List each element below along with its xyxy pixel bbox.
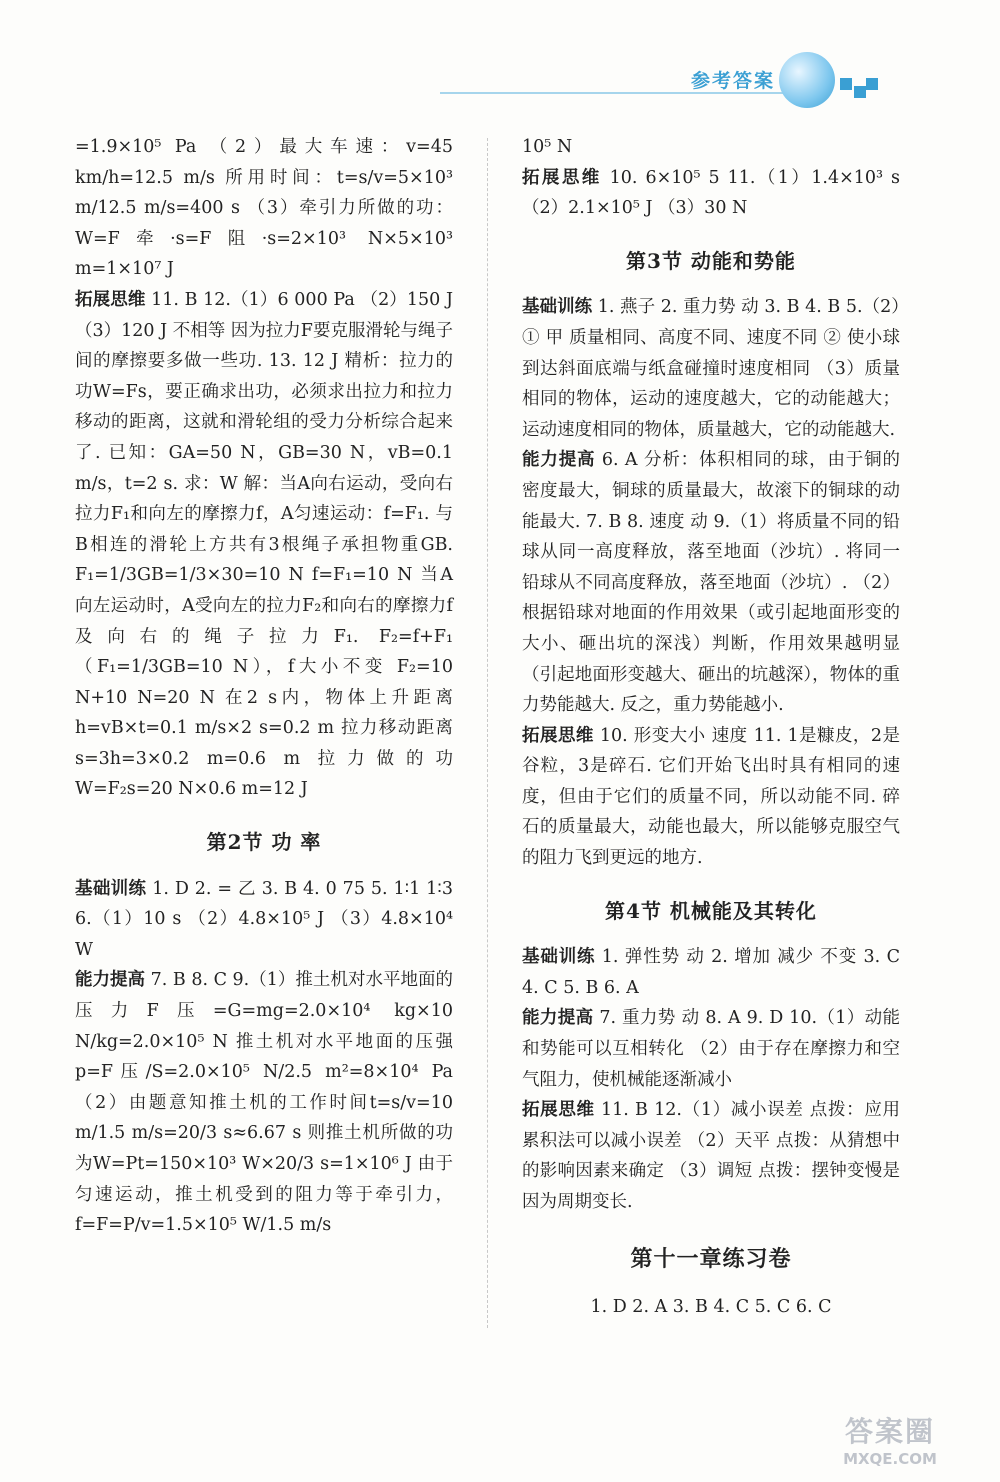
block-text: 1. 燕子 2. 重力势 动 3. B 4. B 5.（2）① 甲 质量相同、高度不同、速度不同 ② 使小球到达斜面底端与纸盒碰撞时速度相同 （3）质量相同的物体，运动的速度越大，它的动能越大；运动速度相同的物体，质量越大，它的动能越大. [522, 297, 901, 440]
block-text: 11. B 12.（1）减小误差 点拨：应用累积法可以减小误差 （2）天平 点拨：从猜想中的影响因素来确定 （3）调短 点拨：摆钟变慢是因为周期变长. [522, 1100, 900, 1212]
block-label: 拓展思维 [522, 1100, 595, 1121]
chapter-answers: 1. D 2. A 3. B 4. C 5. C 6. C [590, 1297, 832, 1318]
block-label: 基础训练 [75, 878, 147, 899]
page-header [440, 60, 940, 110]
block-text: 11. B 12.（1）6 000 Pa （2）150 J （3）120 J 不相等 因为拉力F要克服滑轮与绳子间的摩擦要多做一些功. 13. 12 J 精析：拉力的功W=Fs，要正确求出功，必须求出拉力和拉力移动的距离，这就和滑轮组的受力分析综合起来了. 已知：GA=50 N，GB=30 N，vB=0.1 m/s，t=2 s. 求：W 解：当A向右运动，受向右拉力F₁和向左的摩擦力f，A匀速运动：f=F₁. 与B相连的滑轮上方共有3根绳子承担物重GB. F₁=1/3GB=1/3×30=10 N f=F₁=10 N 当A向左运动时，A受向左的拉力F₂和向右的摩擦力f及向右的绳子拉力F₁. F₂=f+F₁（F₁=1/3GB=10 N），f大小不变 F₂=10 N+10 N=20 N 在2 s内，物体上升距离h=vB×t=0.1 m/s×2 s=0.2 m 拉力移动距离s=3h=3×0.2 m=0.6 m 拉力做的功W=F₂s=20 N×0.6 m=12 J [75, 289, 453, 800]
block-text: 1. D 2. = 乙 3. B 4. 0 75 5. 1∶1 1∶3 6.（1）10 s （2）4.8×10⁵ J （3）4.8×10⁴ W [75, 878, 453, 960]
block-label: 基础训练 [522, 297, 593, 318]
watermark-text: 答案圈 [844, 1415, 935, 1448]
block-label: 拓展思维 [522, 725, 594, 746]
decorative-squares-icon [840, 78, 880, 108]
nengli-block [75, 965, 453, 1240]
continued-answer: 10⁵ N [522, 137, 573, 157]
watermark-logo [820, 1410, 960, 1470]
header-title: 参考答案 [690, 70, 775, 92]
jichu-block [522, 292, 900, 445]
section-title: 第4节 机械能及其转化 [605, 898, 817, 923]
nengli-block [522, 1003, 900, 1095]
block-label: 能力提高 [75, 970, 146, 991]
block-label: 基础训练 [522, 947, 596, 968]
block-text: 10. 6×10⁵ 5 11.（1）1.4×10³ s （2）2.1×10⁵ J （3）30 N [522, 167, 900, 219]
right-column [522, 132, 900, 1323]
tuozhan-block [75, 285, 453, 805]
block-text: 1. 弹性势 动 2. 增加 减少 不变 3. C 4. C 5. B 6. A [522, 947, 901, 998]
nengli-block [522, 445, 900, 720]
left-column [75, 132, 453, 1241]
block-text: 10. 形变大小 速度 11. 1是糠皮，2是谷粒，3是碎石. 它们开始飞出时具有相同的速度，但由于它们的质量不同，所以动能不同. 碎石的质量最大，动能也最大，所以能够克服空气的阻力飞到更远的地方. [522, 725, 900, 869]
watermark-url: MXQE.COM [843, 1450, 937, 1468]
jichu-block [522, 942, 900, 1003]
tuozhan-block [522, 721, 900, 874]
block-text: 6. A 分析：体积相同的球，由于铜的密度最大，铜球的质量最大，故滚下的铜球的动能最大. 7. B 8. 速度 动 9.（1）将质量不同的铅球从同一高度释放，落至地面（沙坑）. 将同一铅球从不同高度释放，落至地面（沙坑）. （2）根据铅球对地面的作用效果（或引起地面形变的大小、砸出坑的深浅）判断，作用效果越明显（引起地面形变越大、砸出的坑越深），物体的重力势能越大. 反之，重力势能越小. [522, 450, 901, 716]
continued-answer: =1.9×10⁵ Pa （2）最大车速：v=45 km/h=12.5 m/s 所用时间：t=s/v=5×10³ m/12.5 m/s=400 s （3）牵引力所做的功：W=F牵·s=F阻·s=2×10³ N×5×10³ m=1×10⁷ J [75, 137, 453, 280]
section-title: 第3节 动能和势能 [626, 248, 796, 273]
block-label: 能力提高 [522, 450, 596, 471]
block-label: 拓展思维 [75, 289, 146, 310]
block-text: 7. 重力势 动 8. A 9. D 10.（1）动能和势能可以互相转化 （2）由于存在摩擦力和空气阻力，使机械能逐渐减小 [522, 1008, 900, 1090]
block-label: 拓展思维 [522, 167, 602, 188]
block-text: 7. B 8. C 9.（1）推土机对水平地面的压力F压=G=mg=2.0×10⁴ kg×10 N/kg=2.0×10⁵ N 推土机对水平地面的压强p=F压/S=2.0×10⁵ N/2.5 m²=8×10⁴ Pa （2）由题意知推土机的工作时间t=s/v=10 m/1.5 m/s=20/3 s≈6.67 s 则推土机所做的功为W=Pt=150×10³ W×20/3 s=1×10⁶ J 由于匀速运动，推土机受到的阻力等于牵引力，f=F=P/v=1.5×10⁵ W/1.5 m/s [75, 970, 453, 1236]
section-title: 第2节 功 率 [206, 830, 322, 855]
block-label: 能力提高 [522, 1008, 594, 1029]
globe-logo-icon [779, 52, 835, 108]
tuozhan-block [522, 163, 900, 224]
column-divider [487, 138, 488, 1328]
tuozhan-block [522, 1095, 900, 1217]
jichu-block [75, 874, 453, 966]
chapter-title: 第十一章练习卷 [630, 1245, 792, 1272]
